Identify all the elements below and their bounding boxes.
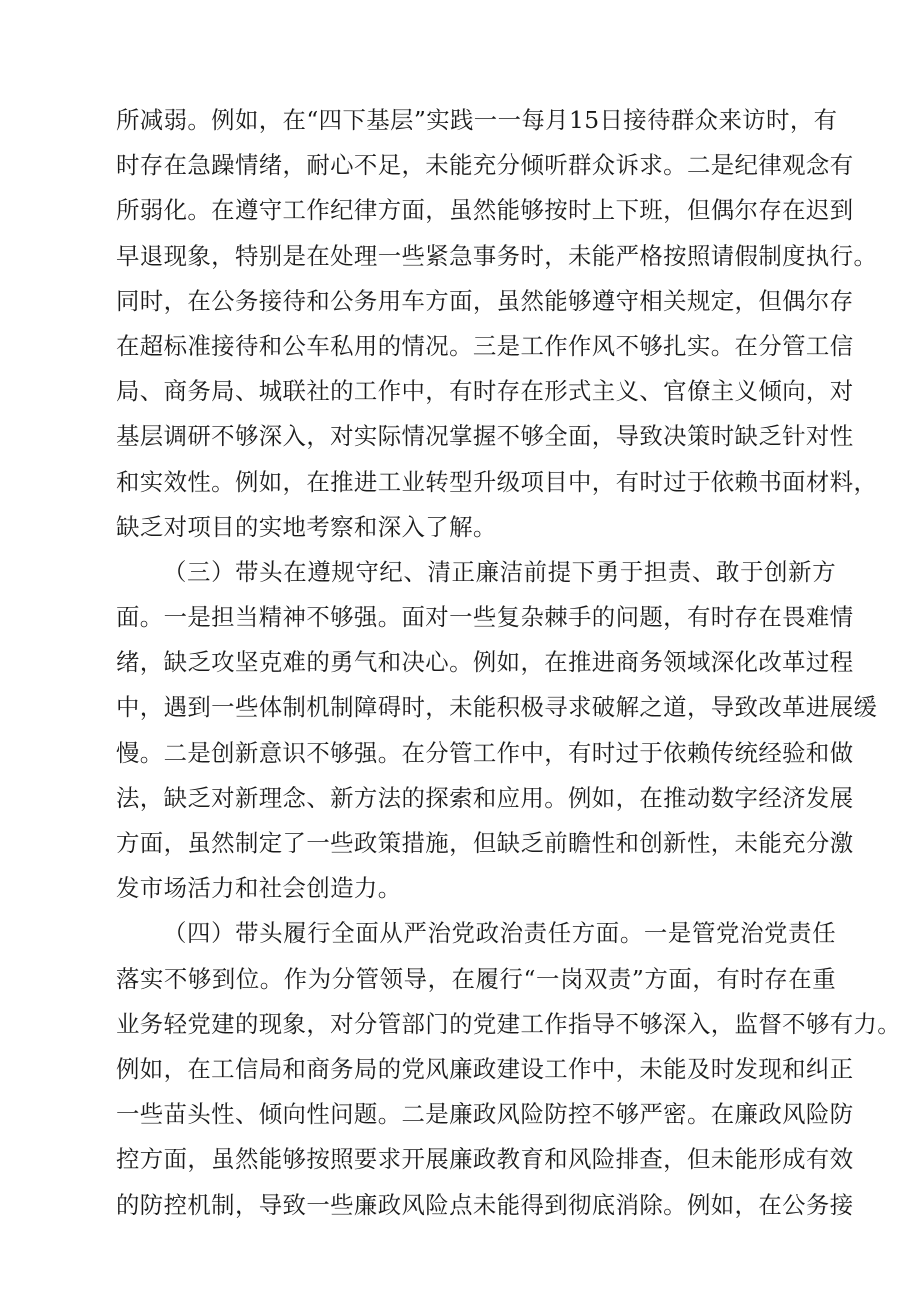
text-line: 业务轻党建的现象，对分管部门的党建工作指导不够深入，监督不够有力。 [116,1009,902,1038]
section-heading-line: （四）带头履行全面从严治党政治责任方面。一是管党治党责任 [163,919,836,948]
text-line: 在超标准接待和公车私用的情况。三是工作作风不够扎实。在分管工信 [116,331,854,360]
text-line: 基层调研不够深入，对实际情况掌握不够全面，导致决策时缺乏针对性 [116,422,854,451]
text-line: 所减弱。例如，在“四下基层”实践一一每月15日接待群众来访时，有 [116,106,838,134]
text-line: 方面，虽然制定了一些政策措施，但缺乏前瞻性和创新性，未能充分激 [116,829,854,857]
text-line: 绪，缺乏攻坚克难的勇气和决心。例如，在推进商务领域深化改革过程 [116,648,854,677]
text-line: 缺乏对项目的实地考察和深入了解。 [116,512,497,541]
text-line: 的防控机制，导致一些廉政风险点未能得到彻底消除。例如，在公务接 [116,1190,854,1219]
text-line: 局、商务局、城联社的工作中，有时存在形式主义、官僚主义倾向，对 [116,377,854,406]
text-line: 和实效性。例如，在推进工业转型升级项目中，有时过于依赖书面材料， [116,467,878,496]
text-line: 所弱化。在遵守工作纪律方面，虽然能够按时上下班，但偶尔存在迟到 [116,196,854,225]
text-line: 控方面，虽然能够按照要求开展廉政教育和风险排查，但未能形成有效 [116,1145,854,1174]
text-line: 一些苗头性、倾向性问题。二是廉政风险防控不够严密。在廉政风险防 [116,1100,854,1129]
text-line: 同时，在公务接待和公务用车方面，虽然能够遵守相关规定，但偶尔存 [116,286,854,315]
text-line: 落实不够到位。作为分管领导，在履行“一岗双责”方面，有时存在重 [116,964,836,993]
text-line: 例如，在工信局和商务局的党风廉政建设工作中，未能及时发现和纠正 [116,1054,854,1083]
document-body [116,98,902,1228]
text-line: 面。一是担当精神不够强。面对一些复杂棘手的问题，有时存在畏难情 [116,603,854,632]
text-line: 法，缺乏对新理念、新方法的探索和应用。例如，在推动数字经济发展 [116,783,854,812]
text-line: 早退现象，特别是在处理一些紧急事务时，未能严格按照请假制度执行。 [116,241,878,270]
text-line: 时存在急躁情绪，耐心不足，未能充分倾听群众诉求。二是纪律观念有 [116,151,854,180]
section-heading-line: （三）带头在遵规守纪、清正廉洁前提下勇于担责、敢于创新方 [163,557,836,586]
text-line: 慢。二是创新意识不够强。在分管工作中，有时过于依赖传统经验和做 [116,738,854,767]
text-line: 中，遇到一些体制机制障碍时，未能积极寻求破解之道，导致改革进展缓 [116,693,878,722]
text-line: 发市场活力和社会创造力。 [116,874,402,903]
